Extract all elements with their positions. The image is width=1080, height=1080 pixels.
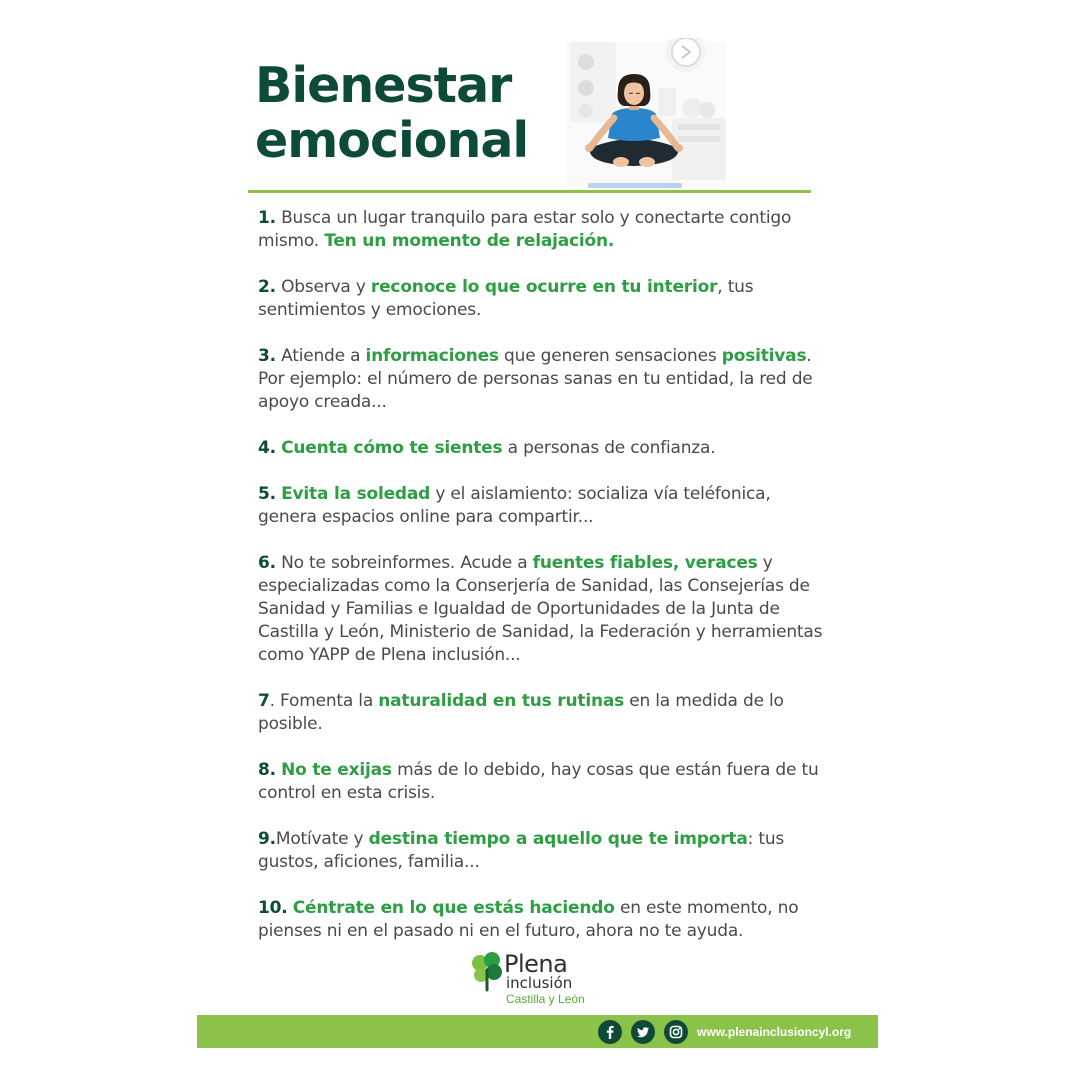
tip-number: 4. — [258, 438, 276, 458]
website-link[interactable]: www.plenainclusioncyl.org — [697, 1025, 852, 1039]
tip-highlight: fuentes fiables, veraces — [532, 553, 758, 573]
tip-item — [258, 828, 828, 874]
tip-highlight: No te exijas — [281, 760, 392, 780]
tip-number: 9. — [258, 829, 276, 849]
tips-list — [258, 207, 828, 966]
footer-bar — [197, 1015, 878, 1048]
tip-highlight: Ten un momento de relajación. — [324, 231, 615, 251]
tip-item — [258, 690, 828, 736]
tip-number: 7 — [258, 691, 270, 711]
tip-item — [258, 759, 828, 805]
tip-text: más de lo debido, hay cosas que están fuera de tu control en esta crisis. — [258, 760, 819, 803]
tip-number: 1. — [258, 208, 276, 228]
tip-number: 8. — [258, 760, 276, 780]
tip-highlight: Céntrate en lo que estás haciendo — [292, 898, 615, 918]
plena-inclusion-logo — [470, 952, 600, 1010]
tip-text: que generen sensaciones — [498, 346, 722, 366]
tip-item — [258, 552, 828, 667]
logo-subtitle: inclusión — [506, 974, 573, 992]
tip-highlight: Cuenta cómo te sientes — [281, 438, 503, 458]
tip-text: y especializadas como la Conserjería de Sanidad, las Consejerías de Sanidad y Familias e Igualdad de Oportunidades de la Junta de Castilla y León, Ministerio de Sanidad, la Federación y herramientas como YAPP de Plena inclusión... — [258, 553, 823, 665]
tip-highlight: reconoce lo que ocurre en tu interior — [370, 277, 718, 297]
tip-number: 5. — [258, 484, 276, 504]
tip-highlight: naturalidad en tus rutinas — [378, 691, 625, 711]
logo-name: Plena — [504, 950, 568, 978]
meditation-illustration — [560, 38, 740, 190]
tip-text: en la medida de lo posible. — [258, 691, 784, 734]
instagram-icon[interactable] — [664, 1020, 688, 1044]
tip-text: a personas de confianza. — [502, 438, 716, 458]
tip-text: Busca un lugar tranquilo para estar solo y conectarte contigo mismo. — [258, 208, 792, 251]
tip-text: Motívate y — [275, 829, 369, 849]
page-title — [255, 58, 528, 168]
tip-item — [258, 483, 828, 529]
tip-number: 6. — [258, 553, 276, 573]
header-divider — [248, 190, 811, 193]
facebook-icon[interactable] — [598, 1020, 622, 1044]
tip-highlight: Evita la soledad — [281, 484, 431, 504]
tip-text: No te sobreinformes. Acude a — [275, 553, 533, 573]
tip-text: Atiende a — [275, 346, 366, 366]
tip-item — [258, 345, 828, 414]
clover-icon — [470, 952, 504, 992]
tip-item — [258, 207, 828, 253]
title-line-2: emocional — [255, 112, 529, 169]
tip-item — [258, 437, 828, 460]
tip-highlight: positivas — [721, 346, 807, 366]
tip-item — [258, 276, 828, 322]
tip-text: , tus sentimientos y emociones. — [258, 277, 754, 320]
logo-region: Castilla y León — [506, 992, 585, 1006]
tip-text: Observa y — [275, 277, 371, 297]
tip-highlight: informaciones — [365, 346, 499, 366]
twitter-icon[interactable] — [631, 1020, 655, 1044]
tip-number: 10. — [258, 898, 288, 918]
tip-text: : tus gustos, aficiones, familia... — [258, 829, 785, 872]
tip-text: en este momento, no pienses ni en el pasado ni en el futuro, ahora no te ayuda. — [258, 898, 799, 941]
tip-text: y el aislamiento: socializa vía teléfonica, genera espacios online para compartir... — [258, 484, 771, 527]
title-line-1: Bienestar — [255, 57, 512, 114]
tip-item — [258, 897, 828, 943]
tip-text: . Por ejemplo: el número de personas sanas en tu entidad, la red de apoyo creada... — [258, 346, 813, 412]
tip-highlight: destina tiempo a aquello que te importa — [368, 829, 748, 849]
tip-number: 3. — [258, 346, 276, 366]
tip-text: . Fomenta la — [269, 691, 379, 711]
tip-number: 2. — [258, 277, 276, 297]
